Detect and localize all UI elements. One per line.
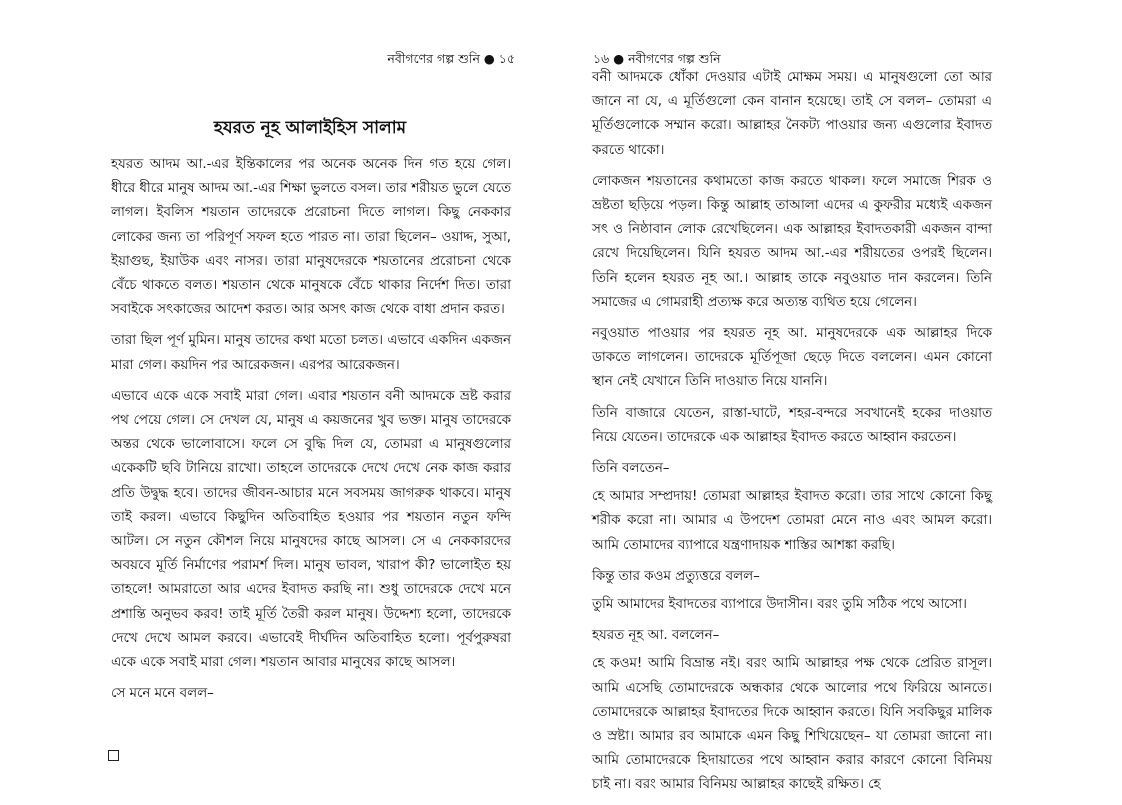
paragraph: বনী আদমকে ধোঁকা দেওয়ার এটাই মোক্ষম সময়। এ মানুষগুলো তো আর জানে না যে, এ মূর্তিগুলো কেন বানান হয়েছে। তাই সে বলল– তোমরা এ মূর্তিগুলোকে সম্মান করো। আল্লাহর নৈকট্য পাওয়ার জন্য এগুলোর ইবাদত করতে থাকো। bbox=[592, 70, 992, 158]
paragraph: হযরত আদম আ.-এর ইন্তিকালের পর অনেক অনেক দিন গত হয়ে গেল। ধীরে ধীরে মানুষ আদম আ.-এর শিক্ষা ভুলতে বসল। তার শরীয়ত ভুলে যেতে লাগল। ইবলিস শয়তান তাদেরকে প্ররোচনা দিতে লাগল। কিছু নেককার লোকের জন্য তা পরিপূর্ণ সফল হতে পারত না। তারা ছিলেন– ওয়াদ্দ, সুআ, ইয়াগুছ, ইয়াউক এবং নাসর। তারা মানুষদেরকে শয়তানের প্ররোচনা থেকে বেঁচে থাকতে বলত। শয়তান থেকে মানুষকে বেঁচে থাকার নির্দেশ দিত। তারা সবাইকে সৎকাজের আদেশ করত। আর অসৎ কাজ থেকে বাধা প্রদান করত। bbox=[111, 157, 511, 318]
paragraph: হে কওম! আমি বিভ্রান্ত নই। বরং আমি আল্লাহর পক্ষ থেকে প্রেরিত রাসূল। আমি এসেছি তোমাদেরকে অন্ধকার থেকে আলোর পথে ফিরিয়ে আনতে। তোমাদেরকে আল্লাহর ইবাদতের দিকে আহ্বান করতে। যিনি সবকিছুর মালিক ও স্রষ্টা। আমার রব আমাকে এমন কিছু শিখিয়েছেন– যা তোমরা জানো না। আমি তোমাদেরকে হিদায়াতের পথে আহ্বান করার কারণে কোনো বিনিময় চাই না। বরং আমার বিনিময় আল্লাহর কাছেই রক্ষিত। হে bbox=[592, 656, 992, 793]
paragraph: সে মনে মনে বলল– bbox=[111, 686, 214, 702]
left-page bbox=[0, 0, 561, 793]
paragraph: তুমি আমাদের ইবাদতের ব্যাপারে উদাসীন। বরং তুমি সঠিক পথে আসো। bbox=[592, 597, 967, 613]
paragraph: এভাবে একে একে সবাই মারা গেল। এবার শয়তান বনী আদমকে ভ্রষ্ট করার পথ পেয়ে গেল। সে দেখল যে, মানুষ এ কয়জনের খুব ভক্ত। মানুষ তাদেরকে অন্তর থেকে ভালোবাসে। ফলে সে বুদ্ধি দিল যে, তোমরা এ মানুষগুলোর একেকটি ছবি টানিয়ে রাখো। তাহলে তাদেরকে দেখে দেখে নেক কাজ করার প্রতি উদ্বুদ্ধ হবে। তাদের জীবন-আচার মনে সবসময় জাগরুক থাকবে। মানুষ তাই করল। এভাবে কিছুদিন অতিবাহিত হওয়ার পর শয়তান নতুন ফন্দি আটল। সে নতুন কৌশল নিয়ে মানুষদের কাছে আসল। সে এ নেককারদের অবয়বে মূর্তি নির্মাণের পরামর্শ দিল। মানুষ ভাবল, খারাপ কী? ভালোইত হয় তাহলে! আমরাতো আর এদের ইবাদত করছি না। শুধু তাদেরকে দেখে মনে প্রশান্তি অনুভব করব! তাই মূর্তি তৈরী করল মানুষ। উদ্দেশ্য হলো, তাদেরকে দেখে দেখে আমল করবে। এভাবেই দীর্ঘদিন অতিবাহিত হলো। পূর্বপুরুষরা একে একে সবাই মারা গেল। শয়তান আবার মানুষের কাছে আসল। bbox=[111, 388, 511, 671]
right-body-text bbox=[592, 66, 992, 805]
paragraph: তিনি বাজারে যেতেন, রাস্তা-ঘাটে, শহর-বন্দরে সবখানেই হকের দাওয়াত নিয়ে যেতেন। তাদেরকে এক আল্লাহর ইবাদত করতে আহ্বান করতেন। bbox=[592, 405, 992, 445]
paragraph: লোকজন শয়তানের কথামতো কাজ করতে থাকল। ফলে সমাজে শিরক ও ভ্রষ্টতা ছড়িয়ে পড়ল। কিন্তু আল্লাহ তাআলা এদের এ কুফরীর মধ্যেই একজন সৎ ও নিষ্ঠাবান লোক রেখেছিলেন। এক আল্লাহর ইবাদতকারী একজন বান্দা রেখে দিয়েছিলেন। যিনি হযরত আদম আ.-এর শরীয়তের ওপরই ছিলেন। তিনি হলেন হযরত নূহ আ.। আল্লাহ তাকে নবুওয়াত দান করলেন। তিনি সমাজের এ গোমরাহী প্রত্যক্ষ করে অত্যন্ত ব্যথিত হয়ে গেলেন। bbox=[592, 173, 992, 310]
paragraph: তারা ছিল পূর্ণ মুমিন। মানুষ তাদের কথা মতো চলত। এভাবে একদিন একজন মারা গেল। কয়দিন পর আরেকজন। এরপর আরেকজন। bbox=[111, 333, 511, 373]
right-running-header: ১৬ ● নবীগণের গল্প শুনি bbox=[593, 51, 721, 66]
chapter-title: হযরত নূহ আলাইহিস সালাম bbox=[213, 118, 407, 138]
paragraph: নবুওয়াত পাওয়ার পর হযরত নূহ আ. মানুষদেরকে এক আল্লাহর দিকে ডাকতে লাগলেন। তাদেরকে মূর্তিপূজা ছেড়ে দিতে বললেন। এমন কোনো স্থান নেই যেখানে তিনি দাওয়াত নিয়ে যাননি। bbox=[592, 326, 992, 390]
left-body-text bbox=[111, 153, 511, 713]
paragraph: হযরত নূহ আ. বললেন– bbox=[592, 628, 720, 644]
left-running-header: নবীগণের গল্প শুনি ● ১৫ bbox=[387, 51, 515, 66]
paragraph: কিন্তু তার কওম প্রত্যুত্তরে বলল– bbox=[592, 568, 760, 584]
checkbox-square-icon bbox=[108, 750, 119, 761]
paragraph: তিনি বলতেন– bbox=[592, 461, 670, 477]
paragraph: হে আমার সম্প্রদায়! তোমরা আল্লাহর ইবাদত করো। তার সাথে কোনো কিছু শরীক করো না। আমার এ উপদেশ তোমরা মেনে নাও এবং আমল করো। আমি তোমাদের ব্যাপারে যন্ত্রণাদায়ক শাস্তির আশঙ্কা করছি। bbox=[592, 489, 992, 553]
right-page bbox=[561, 0, 1122, 793]
